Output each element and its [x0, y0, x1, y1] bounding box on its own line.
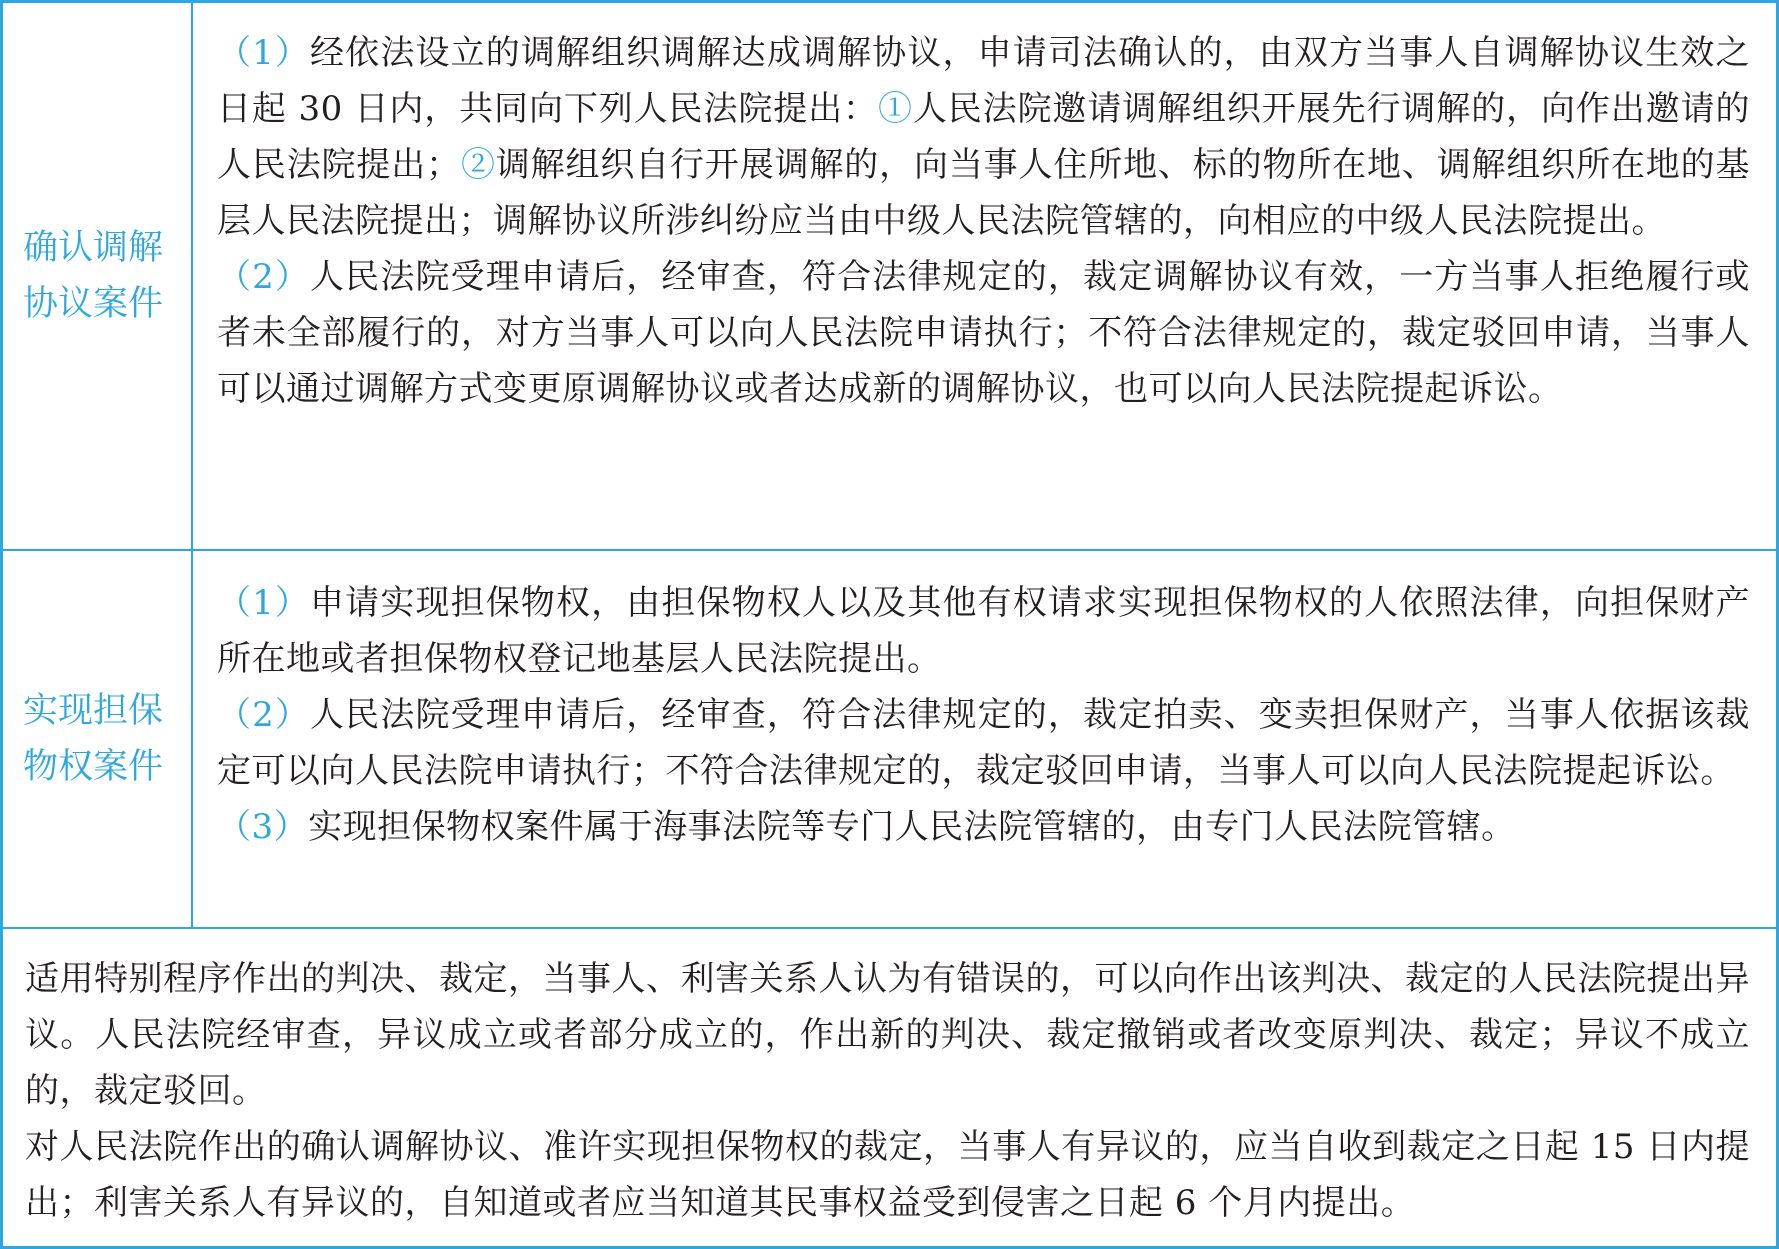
clause-number: （1）: [217, 583, 311, 623]
clause-number: （2）: [217, 695, 311, 735]
clause-text: 实现担保物权案件属于海事法院等专门人民法院管辖的，由专门人民法院管辖。: [308, 807, 1516, 847]
clause-text: 调解组织自行开展调解的，向当事人住所地、标的物所在地、调解组织所在地的基层人民法院提出；调解协议所涉纠纷应当由中级人民法院管辖的，向相应的中级人民法院提出。: [217, 145, 1751, 241]
clause-paragraph: [217, 799, 1750, 855]
clause-text: 申请实现担保物权，由担保物权人以及其他有权请求实现担保物权的人依照法律，向担保财产所在地或者担保物权登记地基层人民法院提出。: [217, 583, 1750, 679]
row-label-cell: [3, 551, 193, 927]
clause-text: 经依法设立的调解组织调解达成调解协议，申请司法确认的，由双方当事人自调解协议生效之日起 30 日内，共同向下列人民法院提出：: [217, 33, 1750, 129]
row-label: 实现担保物权案件: [23, 691, 164, 787]
row-label: 确认调解协议案件: [23, 228, 164, 324]
clause-number: （2）: [217, 257, 311, 297]
clause-number: （3）: [217, 807, 309, 847]
footer-paragraph: 对人民法院作出的确认调解协议、准许实现担保物权的裁定，当事人有异议的，应当自收到裁定之日起 15 日内提出；利害关系人有异议的，自知道或者应当知道其民事权益受到侵害之日起 6 个月内提出。: [25, 1127, 1750, 1223]
row-label-cell: [3, 3, 193, 549]
circled-number-1: ①: [877, 89, 913, 129]
clause-paragraph: [217, 25, 1750, 249]
row-content-cell: [193, 551, 1776, 927]
table-row-security-interest: [3, 551, 1776, 929]
footer-paragraph: 适用特别程序作出的判决、裁定，当事人、利害关系人认为有错误的，可以向作出该判决、裁定的人民法院提出异议。人民法院经审查，异议成立或者部分成立的，作出新的判决、裁定撤销或者改变原判决、裁定；异议不成立的，裁定驳回。: [25, 959, 1750, 1111]
table-row-mediation-confirmation: [3, 3, 1776, 551]
clause-paragraph: [217, 687, 1750, 799]
clause-number: （1）: [217, 33, 311, 73]
table-row-objection: [3, 929, 1776, 1249]
clause-text: 人民法院受理申请后，经审查，符合法律规定的，裁定拍卖、变卖担保财产，当事人依据该裁定可以向人民法院申请执行；不符合法律规定的，裁定驳回申请，当事人可以向人民法院提起诉讼。: [217, 695, 1750, 791]
footer-cell: [3, 929, 1776, 1249]
circled-number-2: ②: [460, 145, 496, 185]
clause-paragraph: [217, 575, 1750, 687]
clause-text: 人民法院受理申请后，经审查，符合法律规定的，裁定调解协议有效，一方当事人拒绝履行或者未全部履行的，对方当事人可以向人民法院申请执行；不符合法律规定的，裁定驳回申请，当事人可以通过调解方式变更原调解协议或者达成新的调解协议，也可以向人民法院提起诉讼。: [217, 257, 1750, 409]
clause-paragraph: [217, 249, 1750, 417]
clause-text: 人民法院邀请调解组织开展先行调解的，向作出邀请的人民法院提出；: [217, 89, 1750, 185]
row-content-cell: [193, 3, 1776, 549]
